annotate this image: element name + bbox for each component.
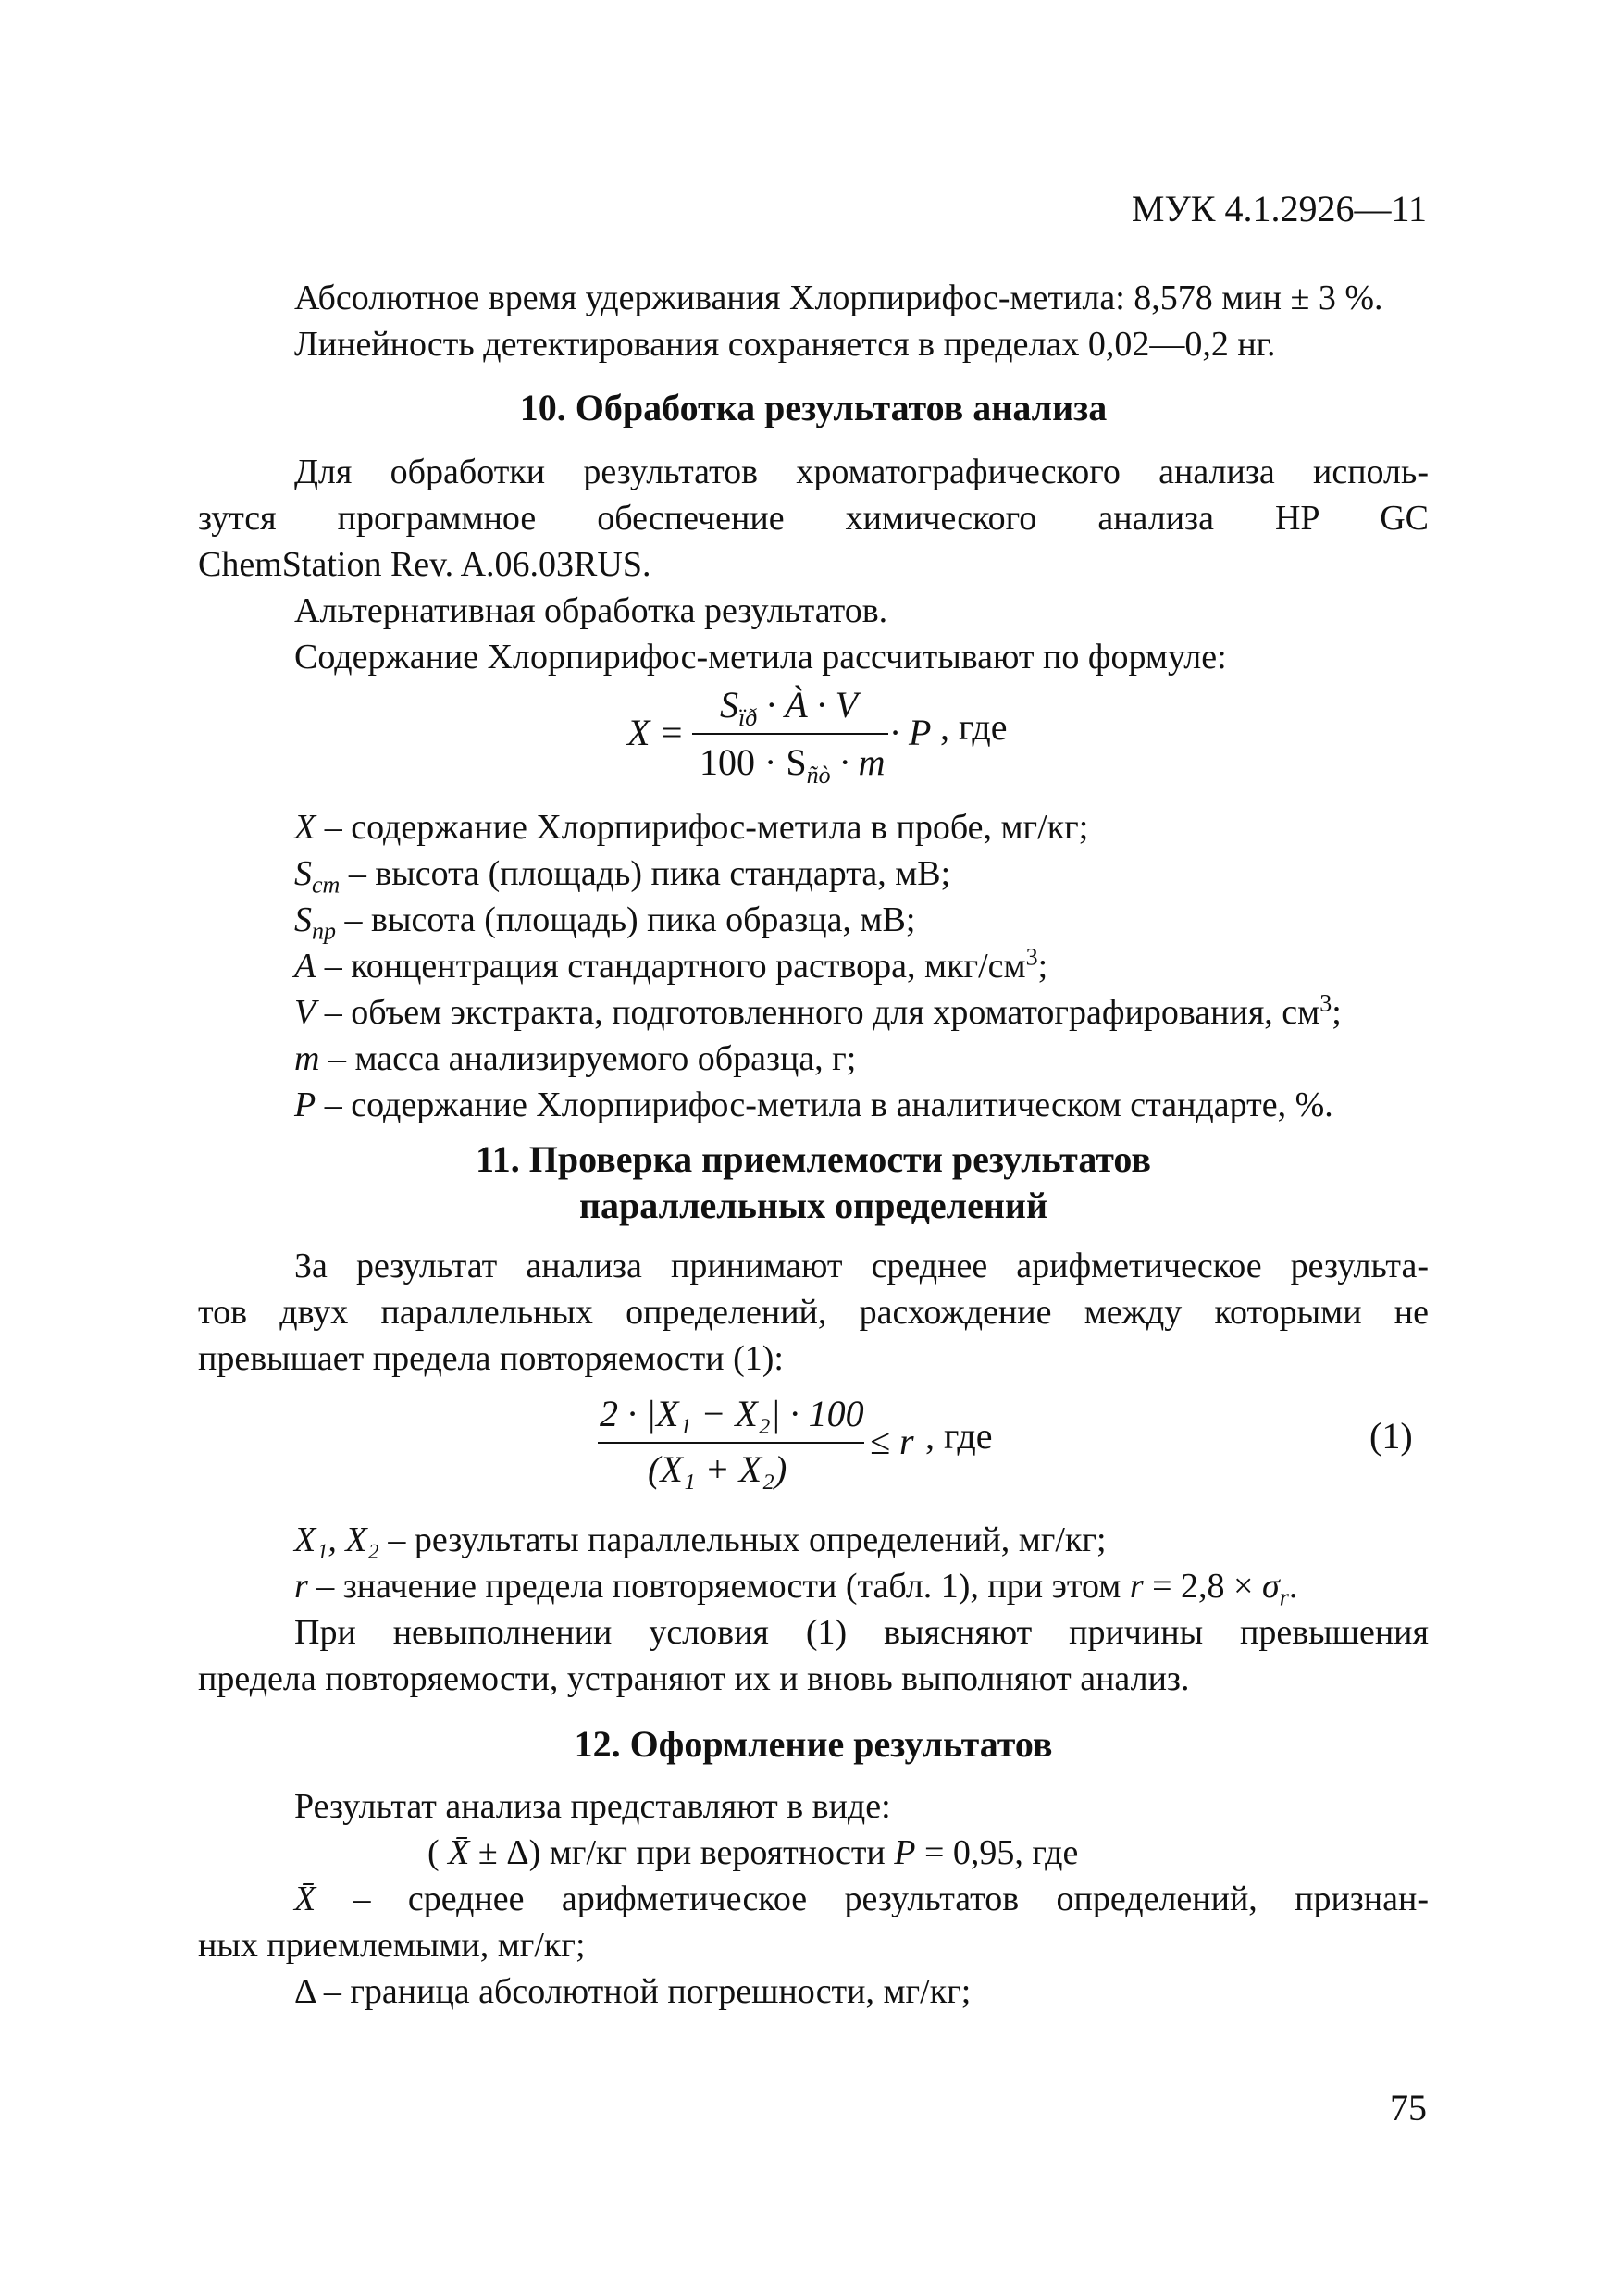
s11-def1-symbol: X₁, X₂ [294, 1520, 379, 1559]
s12-result-pre: ( [427, 1833, 449, 1872]
rep-formula-numerator: 2 · |X₁ − X₂| · 100 [600, 1393, 864, 1434]
rep-formula-relation: ≤ r [870, 1421, 914, 1462]
section-10-title: 10. Обработка результатов анализа [519, 387, 1108, 428]
s11-def2-eq: = 2,8 × [1143, 1567, 1262, 1606]
formula-tail: · P [890, 712, 932, 753]
s11-def2-sigma-sub: r [1279, 1583, 1289, 1611]
s11-def2-sigma: σ [1262, 1567, 1280, 1606]
def-item [294, 851, 951, 899]
def-text: – концентрация стандартного раствора, мкг/см [316, 947, 1026, 986]
s10-para2: Альтернативная обработка результатов. [294, 591, 888, 630]
s11-def1 [294, 1518, 1107, 1562]
s11-para2-line2: предела повторяемости, устраняют их и вновь выполняют анализ. [198, 1659, 1190, 1698]
def-symbol: S [294, 854, 312, 893]
def-text: – масса анализируемого образца, г; [319, 1039, 857, 1078]
formula-where: , где [940, 706, 1008, 748]
def-item [294, 1083, 1333, 1127]
s12-result-end: = 0,95, где [915, 1833, 1079, 1872]
def-end: ; [1037, 947, 1048, 986]
s10-para1-line2: зутся программное обеспечение химического анализа HP GC [198, 499, 1429, 538]
s12-def1-line2: ных приемлемыми, мг/кг; [198, 1926, 586, 1965]
def-item [294, 898, 916, 945]
s11-def1-text: – результаты параллельных определений, мг/кг; [378, 1520, 1107, 1559]
intro-line-1: Абсолютное время удерживания Хлорпирифос-метила: 8,578 мин ± 3 %. [294, 279, 1383, 317]
formula-num-sub: ïð [738, 704, 758, 731]
def-item [294, 805, 1088, 850]
s10-para1-line1: Для обработки результатов хроматографического анализа исполь- [294, 453, 1429, 491]
def-symbol: X [294, 808, 316, 847]
def-symbol: P [294, 1086, 316, 1124]
s12-result-p: P [894, 1833, 916, 1872]
s11-para1-line1: За результат анализа принимают среднее арифметическое результа- [294, 1247, 1429, 1285]
def-text: – содержание Хлорпирифос-метила в пробе, мг/кг; [316, 808, 1089, 847]
def-item [294, 990, 1342, 1035]
formula-den-sub: ñò [806, 762, 831, 788]
s11-para1-line3: превышает предела повторяемости (1): [198, 1339, 784, 1378]
def-symbol: V [294, 993, 316, 1032]
def-text: – высота (площадь) пика стандарта, мВ; [340, 854, 951, 893]
s10-para3: Содержание Хлорпирифос-метила рассчитывают по формуле: [294, 638, 1227, 676]
s11-def2-symbol: r [294, 1567, 308, 1606]
s12-def1-text: – среднее арифметическое результатов определений, признан- [316, 1880, 1429, 1918]
s11-para1-line2: тов двух параллельных определений, расхождение между которыми не [198, 1293, 1429, 1332]
def-sub: np [312, 917, 336, 945]
formula-denominator [700, 740, 886, 788]
s12-result-mid: ± Δ) мг/кг при вероятности [469, 1833, 895, 1872]
s12-def1-line1 [294, 1877, 1429, 1921]
rep-formula-where: , где [925, 1415, 993, 1457]
s11-def2-eq-symbol: r [1129, 1567, 1144, 1606]
section-12-title: 12. Оформление результатов [574, 1723, 1053, 1765]
formula-den-post: · m [839, 741, 886, 783]
rep-formula-number: (1) [1369, 1415, 1413, 1457]
def-sup: 3 [1025, 943, 1038, 971]
def-text: – объем экстракта, подготовленного для хроматографирования, см [316, 993, 1320, 1032]
s11-def2 [294, 1564, 1298, 1611]
s11-def2-text: – значение предела повторяемости (табл. 1), при этом [307, 1567, 1130, 1606]
def-text: – высота (площадь) пика образца, мВ; [336, 900, 916, 939]
rep-formula-fraction-bar [598, 1442, 864, 1444]
def-sup: 3 [1319, 989, 1332, 1017]
section-11-title-line1: 11. Проверка приемлемости результатов [475, 1138, 1152, 1180]
formula-lhs: X = [627, 712, 685, 753]
formula-fraction-bar [692, 733, 888, 735]
def-item [294, 944, 1047, 988]
s11-def2-end: . [1288, 1567, 1298, 1606]
s12-result-expression [427, 1831, 1078, 1875]
s12-para1: Результат анализа представляют в виде: [294, 1787, 891, 1826]
formula-num-rest: · À · V [766, 684, 859, 726]
formula-den-pre: 100 · S [700, 741, 807, 783]
formula-num-s: S [720, 684, 738, 726]
s12-def2: Δ – граница абсолютной погрешности, мг/кг; [294, 1972, 972, 2011]
def-sub: cm [312, 871, 341, 899]
s12-result-symbol: X̄ [448, 1833, 470, 1872]
def-end: ; [1332, 993, 1342, 1032]
section-11-title-line2: параллельных определений [579, 1185, 1047, 1226]
s12-def1-symbol: X̄ [294, 1880, 316, 1918]
s11-para2-line1: При невыполнении условия (1) выясняют причины превышения [294, 1613, 1429, 1652]
def-text: – содержание Хлорпирифос-метила в аналитическом стандарте, %. [316, 1086, 1333, 1124]
rep-formula-denominator: (X₁ + X₂) [648, 1448, 787, 1490]
page-number: 75 [1390, 2087, 1427, 2128]
s10-para1-line3: ChemStation Rev. A.06.03RUS. [198, 545, 651, 584]
intro-line-2: Линейность детектирования сохраняется в пределах 0,02—0,2 нг. [294, 325, 1276, 364]
def-symbol: A [294, 947, 316, 986]
formula-numerator [720, 683, 859, 731]
def-symbol: m [294, 1039, 320, 1078]
doc-code: МУК 4.1.2926—11 [1131, 188, 1427, 230]
def-symbol: S [294, 900, 312, 939]
def-item [294, 1036, 856, 1081]
